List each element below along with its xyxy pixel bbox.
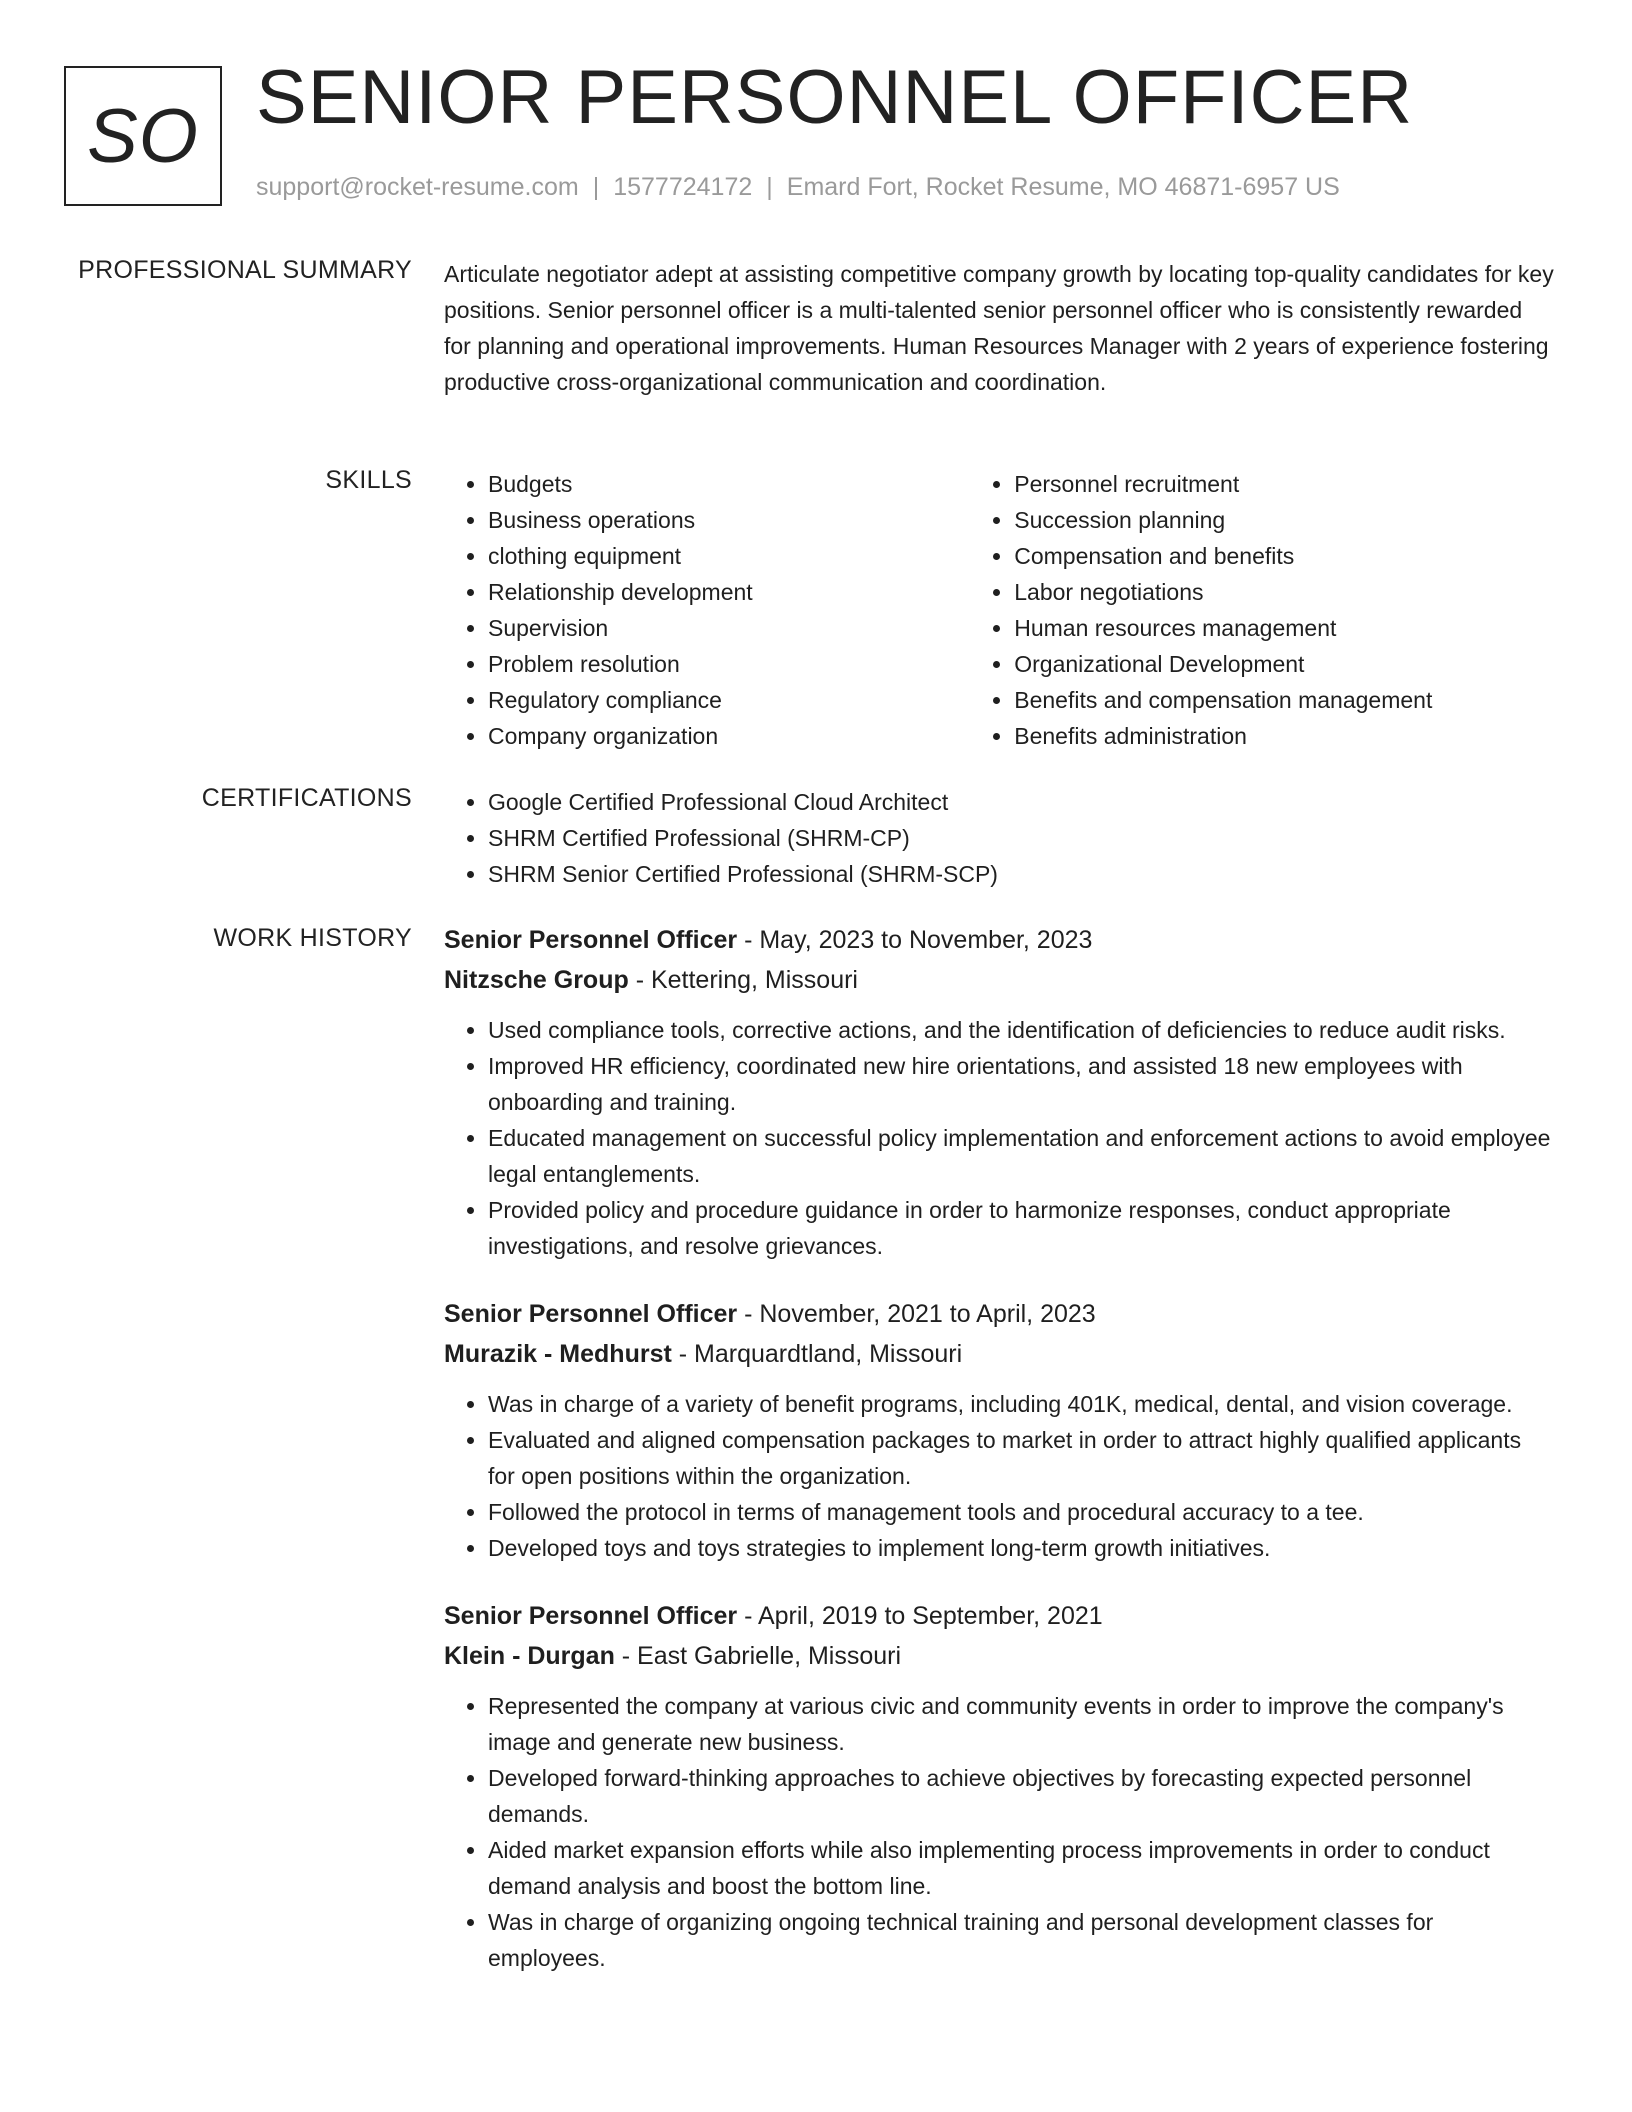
job-title: Senior Personnel Officer — [444, 1602, 738, 1630]
monogram-logo: SO — [64, 66, 222, 206]
job-dates: - April, 2019 to September, 2021 — [737, 1602, 1103, 1630]
job-bullet: • Was in charge of organizing ongoing technical training and personal development classes for employees. — [488, 1904, 1554, 1976]
job-bullets — [444, 1688, 1554, 1976]
job-title: Senior Personnel Officer — [444, 1300, 738, 1328]
skill-item: • Personnel recruitment — [1014, 466, 1554, 502]
job-bullet: • Represented the company at various civic and community events in order to improve the company's image and generate new business. — [488, 1688, 1554, 1760]
job-bullet: • Used compliance tools, corrective actions, and the identification of deficiencies to reduce audit risks. — [488, 1012, 1554, 1048]
job-entry — [444, 1294, 1554, 1566]
job-bullet: • Evaluated and aligned compensation packages to market in order to attract highly qualified applicants for open positions within the organization. — [488, 1422, 1554, 1494]
job-title-line — [444, 920, 1554, 960]
job-bullet: • Improved HR efficiency, coordinated new hire orientations, and assisted 18 new employees with onboarding and training. — [488, 1048, 1554, 1120]
work-history-list — [444, 920, 1554, 2006]
summary-heading: PROFESSIONAL SUMMARY — [78, 256, 412, 284]
skills-column-right — [970, 466, 1554, 754]
phone-text: 1577724172 — [613, 173, 753, 201]
job-company: Nitzsche Group — [444, 966, 629, 994]
skill-item: • Supervision — [488, 610, 970, 646]
work-history-heading: WORK HISTORY — [213, 924, 412, 952]
skill-item: • Human resources management — [1014, 610, 1554, 646]
skill-item: • Benefits administration — [1014, 718, 1554, 754]
job-location: - Kettering, Missouri — [628, 966, 858, 994]
summary-text: Articulate negotiator adept at assisting competitive company growth by locating top-quality candidates for key positions. Senior personnel officer is a multi-talented senior personnel officer who is consistently rewarded for planning and operational improvements. Human Resources Manager with 2 years of experience fostering productive cross-organizational communication and coordination. — [444, 261, 1554, 395]
skill-item: • Organizational Development — [1014, 646, 1554, 682]
contact-separator: | — [766, 173, 773, 201]
certification-item: • SHRM Certified Professional (SHRM-CP) — [488, 820, 1554, 856]
job-title-line — [444, 1294, 1554, 1334]
certifications-list — [444, 784, 1554, 892]
address-text: Emard Fort, Rocket Resume, MO 46871-6957 US — [786, 173, 1340, 201]
job-location: - East Gabrielle, Missouri — [614, 1642, 902, 1670]
certifications-heading: CERTIFICATIONS — [201, 784, 412, 812]
job-company-line — [444, 1636, 1554, 1676]
skill-item: • Regulatory compliance — [488, 682, 970, 718]
certification-item: • Google Certified Professional Cloud Architect — [488, 784, 1554, 820]
page-title: SENIOR PERSONNEL OFFICER — [256, 55, 1414, 140]
skill-item: • Company organization — [488, 718, 970, 754]
job-dates: - May, 2023 to November, 2023 — [737, 926, 1093, 954]
job-company: Klein - Durgan — [444, 1642, 615, 1670]
skill-item: • Labor negotiations — [1014, 574, 1554, 610]
job-bullet: • Was in charge of a variety of benefit programs, including 401K, medical, dental, and vision coverage. — [488, 1386, 1554, 1422]
job-bullets — [444, 1386, 1554, 1566]
skill-item: • Business operations — [488, 502, 970, 538]
job-company: Murazik - Medhurst — [444, 1340, 672, 1368]
skill-item: • clothing equipment — [488, 538, 970, 574]
job-company-line — [444, 1334, 1554, 1374]
skills-column-left — [444, 466, 970, 754]
job-title: Senior Personnel Officer — [444, 926, 738, 954]
job-bullet: • Followed the protocol in terms of management tools and procedural accuracy to a tee. — [488, 1494, 1554, 1530]
job-bullet: • Educated management on successful policy implementation and enforcement actions to avoid employee legal entanglements. — [488, 1120, 1554, 1192]
email-text: support@rocket-resume.com — [256, 173, 579, 201]
job-dates: - November, 2021 to April, 2023 — [737, 1300, 1096, 1328]
job-bullet: • Developed forward-thinking approaches to achieve objectives by forecasting expected personnel demands. — [488, 1760, 1554, 1832]
contact-line — [256, 173, 1340, 202]
job-title-line — [444, 1596, 1554, 1636]
job-company-line — [444, 960, 1554, 1000]
job-bullet: • Developed toys and toys strategies to implement long-term growth initiatives. — [488, 1530, 1554, 1566]
skill-item: • Benefits and compensation management — [1014, 682, 1554, 718]
skills-heading: SKILLS — [325, 466, 412, 494]
contact-separator: | — [592, 173, 600, 201]
skills-list — [444, 466, 1554, 754]
certification-item: • SHRM Senior Certified Professional (SHRM-SCP) — [488, 856, 1554, 892]
skill-item: • Budgets — [488, 466, 970, 502]
job-location: - Marquardtland, Missouri — [671, 1340, 963, 1368]
job-entry — [444, 920, 1554, 1264]
skill-item: • Problem resolution — [488, 646, 970, 682]
job-bullets — [444, 1012, 1554, 1264]
skill-item: • Compensation and benefits — [1014, 538, 1554, 574]
job-entry — [444, 1596, 1554, 1976]
skill-item: • Relationship development — [488, 574, 970, 610]
job-bullet: • Aided market expansion efforts while also implementing process improvements in order to conduct demand analysis and boost the bottom line. — [488, 1832, 1554, 1904]
skill-item: • Succession planning — [1014, 502, 1554, 538]
job-bullet: • Provided policy and procedure guidance in order to harmonize responses, conduct appropriate investigations, and resolve grievances. — [488, 1192, 1554, 1264]
